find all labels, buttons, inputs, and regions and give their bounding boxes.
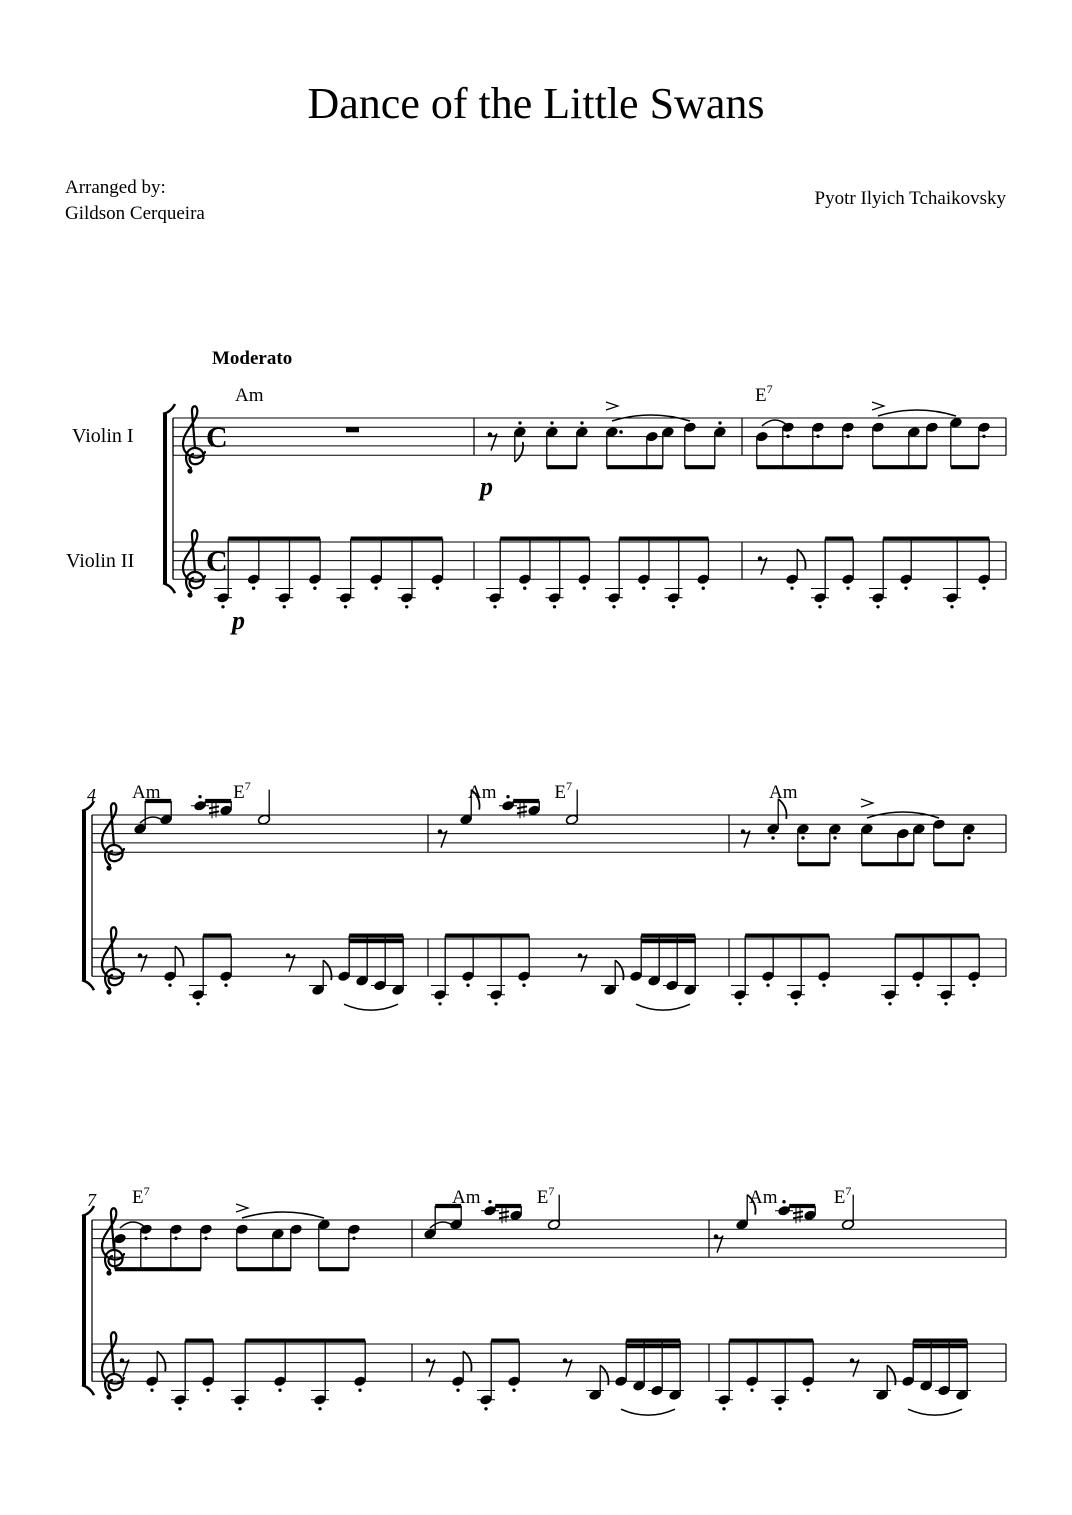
note [547,1195,560,1231]
note [871,422,884,468]
chord-symbol: Am [468,782,497,803]
staccato-dot [238,1407,241,1410]
note [881,936,899,1006]
note [962,823,975,864]
chord-symbol: Am [235,385,264,406]
note [755,431,768,467]
accent-mark [861,799,873,807]
note [811,422,824,468]
note [787,936,805,1006]
staccato-dot [174,1237,177,1240]
staccato-dot [313,587,316,590]
note [169,1224,182,1270]
note [967,936,980,987]
note [369,539,382,590]
note [841,422,854,468]
staccato-dot [818,605,821,608]
note [977,539,990,590]
staff-violin-2 [92,1344,1006,1381]
rest-stroke [565,1360,572,1377]
staccato-dot [916,984,919,987]
note [235,1224,248,1270]
beam [913,1341,967,1347]
note [949,417,962,467]
staccato-dot [833,836,836,839]
sharp-stroke [499,1211,509,1213]
staccato-dot [750,1389,753,1392]
staccato-dot [178,1407,181,1410]
staccato-dot [405,605,408,608]
note [713,421,726,467]
staccato-dot [790,587,793,590]
note [271,1228,284,1269]
clef-dot [187,592,192,597]
clef-path [183,530,205,592]
eighth-rest [138,953,147,971]
instrument-name-violin-1: Violin I [72,425,134,447]
bracket-top-hook [163,404,175,414]
note [219,936,232,987]
clef-dot [106,865,111,870]
note [247,539,260,590]
note [191,795,209,811]
whole-rest [346,427,359,432]
sharp-sign [517,801,527,818]
sharp-sign [499,1206,509,1223]
note [761,936,774,987]
note [935,1341,953,1397]
staccato-dot [672,605,675,608]
note [937,936,955,1006]
note [828,823,841,864]
sharp-stroke [499,1216,509,1218]
sharp-sign [793,1206,803,1223]
staccato-dot [198,795,201,798]
time-signature: C [206,420,228,454]
note [932,819,945,865]
note [912,823,925,864]
note [841,539,854,590]
note [645,431,658,467]
staccato-dot [766,984,769,987]
measure-number: 4 [87,785,96,805]
slur [242,1212,324,1218]
time-signature: C [206,544,228,578]
staccato-dot [580,421,583,424]
note [189,936,207,1006]
note [431,936,449,1006]
note [648,1341,666,1397]
staccato-dot [144,1237,147,1240]
staccato-dot [358,1389,361,1392]
staccato-dot [374,587,377,590]
staccato-dot [438,1002,441,1005]
accent-mark [606,402,618,410]
chord-superscript: 7 [566,779,573,793]
arranger-label: Arranged by: [65,177,166,198]
note [735,1195,755,1231]
note [907,426,920,467]
note-flag [463,1351,471,1371]
note [605,426,618,467]
note [575,421,588,467]
note [661,426,674,467]
note [481,1200,499,1216]
note [632,1341,645,1392]
staccato-dot [553,605,556,608]
staccato-dot [982,435,985,438]
note [715,1341,733,1411]
staccato-dot [252,587,255,590]
sharp-stroke [517,806,527,808]
note [309,960,332,996]
note-flag [323,960,331,980]
note [353,1341,366,1392]
sharp-sign [209,801,219,818]
staccato-dot [738,1002,741,1005]
note [311,1341,329,1411]
note [201,1341,214,1392]
chord-superscript: 7 [766,382,773,396]
eighth-rest [488,432,497,450]
note [257,790,270,826]
slur [908,1409,962,1415]
staccato-dot [876,605,879,608]
staccato-dot [344,605,347,608]
note [919,1341,932,1392]
staccato-dot [466,984,469,987]
note [629,936,642,982]
note [605,539,623,609]
note [461,936,474,987]
eighth-rest [286,953,295,971]
note [873,1365,896,1401]
clef-dot [106,1394,111,1399]
eighth-rest [741,829,750,847]
note [486,539,504,609]
note [317,1219,330,1269]
sharp-stroke [793,1216,803,1218]
note [275,539,293,609]
clef-dot [106,989,111,994]
note [614,1341,627,1387]
note [745,1341,758,1392]
clef-path [102,927,124,989]
note-flag [157,1351,165,1371]
treble-clef [102,1332,124,1399]
clef-path [183,406,205,468]
note [171,1341,189,1411]
sharp-stroke [517,811,527,813]
measure-number: 7 [87,1190,96,1210]
staccato-dot [642,587,645,590]
note [499,795,517,811]
beam [349,936,403,942]
note [683,422,696,468]
rest-stroke [140,955,147,972]
note [775,1200,793,1216]
note [159,801,172,825]
rest-stroke [580,955,587,972]
note [565,790,578,826]
staccato-dot [318,1407,321,1410]
note [546,539,564,609]
staccato-dot [950,605,953,608]
rest-stroke [716,1236,723,1253]
slur [878,410,956,416]
staccato-dot [944,1002,947,1005]
note-flag [600,1365,608,1385]
slur [636,1004,690,1010]
note [647,936,660,987]
note [507,1341,520,1392]
note [337,936,350,982]
staccato-dot [583,587,586,590]
rest-stroke [760,558,767,575]
instrument-name-violin-2: Violin II [66,550,135,572]
note [199,1224,212,1270]
note [487,936,505,1006]
note [896,828,909,864]
clef-path [102,803,124,865]
chord-symbol: Am [749,1187,778,1208]
note [901,1341,914,1387]
note [449,1206,462,1230]
arranger-name: Gildson Cerqueira [65,203,205,224]
staccato-dot [967,836,970,839]
staccato-dot [168,984,171,987]
rest-stroke [440,831,447,848]
eighth-rest [438,829,447,847]
staccato-dot [493,605,496,608]
note [666,1341,684,1401]
clef-dot [106,1270,111,1275]
note [601,960,624,996]
note-flag [175,946,183,966]
staccato-dot [786,435,789,438]
eighth-rest [563,1358,572,1376]
clef-path [102,1332,124,1394]
staccato-dot [782,1200,785,1203]
staccato-dot [816,435,819,438]
sharp-stroke [209,811,219,813]
eighth-rest [426,1358,435,1376]
staccato-dot [150,1389,153,1392]
accent-mark [872,402,884,410]
note [977,422,990,468]
note [817,936,830,987]
note [899,539,912,590]
note [911,936,924,987]
eighth-rest [758,556,767,574]
note [697,539,710,590]
staccato-dot [846,435,849,438]
treble-clef [102,927,124,994]
staccato-dot [806,1389,809,1392]
chord-symbol: $E^7$ [554,779,573,803]
staccato-dot [846,587,849,590]
rest-stroke [122,1360,129,1377]
eighth-rest [850,1358,859,1376]
slur [344,1004,398,1010]
note [665,539,683,609]
note [781,422,794,468]
note [139,1224,152,1270]
note [545,421,558,467]
note [371,936,389,992]
staccato-dot [794,1002,797,1005]
staccato-dot [612,605,615,608]
staccato-dot [484,1407,487,1410]
note [477,1341,495,1411]
note [337,539,355,609]
note [355,936,368,987]
chord-symbol: Am [769,782,798,803]
treble-clef [183,530,205,597]
note [869,539,887,609]
staccato-dot [278,1389,281,1392]
staccato-dot [888,1002,891,1005]
note [133,801,146,835]
chord-symbol: $E^7$ [233,779,251,803]
staccato-dot [778,1407,781,1410]
bracket-bottom-hook [82,980,94,990]
beam [626,1341,680,1347]
composer-name: Pyotr Ilyich Tchaikovsky [814,188,1006,209]
note [925,422,938,468]
staccato-dot [506,795,509,798]
chord-symbol: Am [452,1187,481,1208]
chord-superscript: 7 [548,1184,555,1198]
tempo-marking: Moderato [212,348,293,369]
score-title: Dance of the Little Swans [307,79,765,128]
staccato-dot [512,1389,515,1392]
staccato-dot [523,587,526,590]
staccato-dot [494,1002,497,1005]
eighth-rest [120,1358,129,1376]
chord-symbol: $E^7$ [132,1184,150,1208]
chord-symbol: $E^7$ [536,1184,555,1208]
rest-stroke [852,1360,859,1377]
chord-superscript: 7 [845,1184,852,1198]
bracket-bottom-hook [163,583,175,593]
staccato-dot [436,587,439,590]
note [731,936,749,1006]
beam [641,936,695,942]
augmentation-dot [619,430,623,434]
slur [621,1409,675,1415]
chord-superscript: 7 [244,779,251,793]
chord-symbol: Am [132,782,161,803]
note [637,539,650,590]
staccato-dot [904,587,907,590]
note [423,1206,436,1240]
treble-clef [183,406,205,473]
note [308,539,321,590]
staccato-dot [204,1237,207,1240]
note [953,1341,971,1401]
staccato-dot [522,984,525,987]
rest-stroke [428,1360,435,1377]
dynamic-piano: p [232,606,245,636]
note-flag [515,442,523,462]
note-flag [615,960,623,980]
note-flag [797,549,805,569]
rest-stroke [490,434,497,451]
note [860,823,873,864]
staccato-dot [722,1407,725,1410]
chord-superscript: 7 [143,1184,150,1198]
eighth-rest [714,1234,723,1252]
chord-symbol: $E^7$ [833,1184,852,1208]
staccato-dot [224,984,227,987]
clef-dot [187,468,192,473]
bracket-bottom-hook [82,1385,94,1395]
staccato-dot [771,836,774,839]
accent-mark [236,1204,248,1212]
note [289,1224,302,1270]
note-flag [887,1365,895,1385]
chord-symbol: $E^7$ [755,382,773,406]
note [681,936,699,996]
note [801,1341,814,1392]
note [389,936,407,996]
treble-clef [102,803,124,870]
staccato-dot [283,605,286,608]
note [347,1224,360,1270]
eighth-rest [578,953,587,971]
note [578,539,591,590]
sharp-stroke [209,806,219,808]
sharp-stroke [793,1211,803,1213]
note [796,823,809,864]
staff-violin-2 [92,939,1006,976]
staccato-dot [550,421,553,424]
staccato-dot [221,605,224,608]
note [231,1341,249,1411]
dynamic-piano: p [480,472,493,502]
staccato-dot [982,587,985,590]
staccato-dot [972,984,975,987]
rest-stroke [288,955,295,972]
staccato-dot [488,1200,491,1203]
staccato-dot [518,421,521,424]
staff-violin-1 [92,815,1006,852]
note [431,539,444,590]
note [811,539,829,609]
rest-stroke [743,831,750,848]
note [586,1365,609,1401]
staccato-dot [702,587,705,590]
staccato-dot [352,1237,355,1240]
staccato-dot [206,1389,209,1392]
staccato-dot [196,1002,199,1005]
note [518,539,531,590]
staccato-dot [718,421,721,424]
note [273,1341,286,1392]
note [771,1341,789,1411]
staccato-dot [801,836,804,839]
staccato-dot [456,1389,459,1392]
note [517,936,530,987]
note [663,936,681,992]
note [398,539,416,609]
staccato-dot [822,984,825,987]
note [943,539,961,609]
